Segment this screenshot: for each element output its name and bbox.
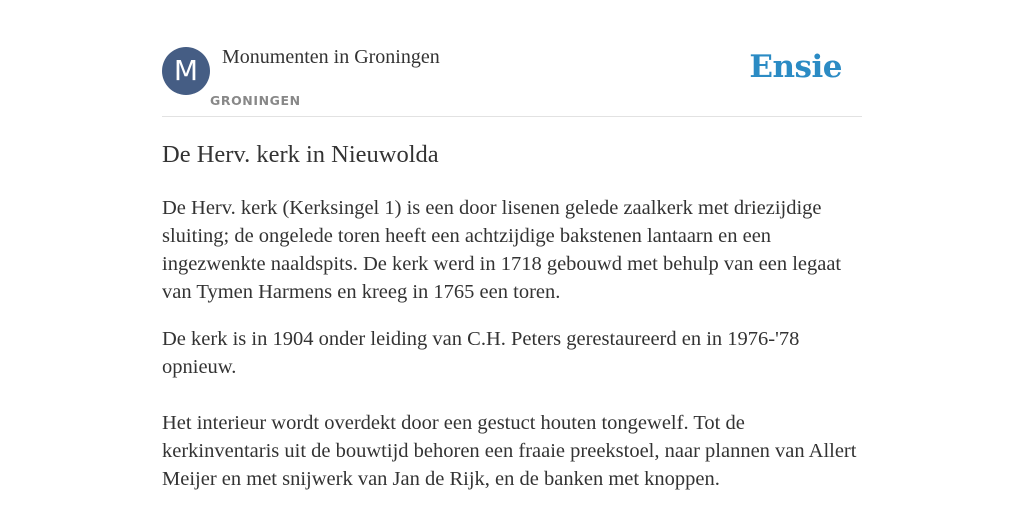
category-link[interactable]: GRONINGEN (210, 93, 301, 108)
article-paragraph-2: De kerk is in 1904 onder leiding van C.H. Peters gerestaureerd en in 1976-'78 opnieuw. (162, 328, 800, 378)
source-avatar[interactable]: M (162, 47, 210, 95)
ensie-logo[interactable]: Ensie (749, 49, 842, 85)
page-header (162, 0, 862, 117)
source-title-link[interactable]: Monumenten in Groningen (222, 46, 440, 68)
article-content (162, 140, 862, 493)
article-paragraph-3: Het interieur wordt overdekt door een gestuct houten tongewelf. Tot de kerkinventaris uit de bouwtijd behoren een fraaie preekstoel, naar plannen van Allert Meijer en met snijwerk van Jan de Rijk, en de banken met knoppen. (162, 412, 857, 490)
article-title: De Herv. kerk in Nieuwolda (162, 141, 439, 168)
article-paragraph-1: De Herv. kerk (Kerksingel 1) is een door lisenen gelede zaalkerk met driezijdige sluiting; de ongelede toren heeft een achtzijdige bakstenen lantaarn en een ingezwenkte naaldspits. De kerk werd in 1718 gebouwd met behulp van een legaat van Tymen Harmens en kreeg in 1765 een toren. (162, 197, 842, 303)
